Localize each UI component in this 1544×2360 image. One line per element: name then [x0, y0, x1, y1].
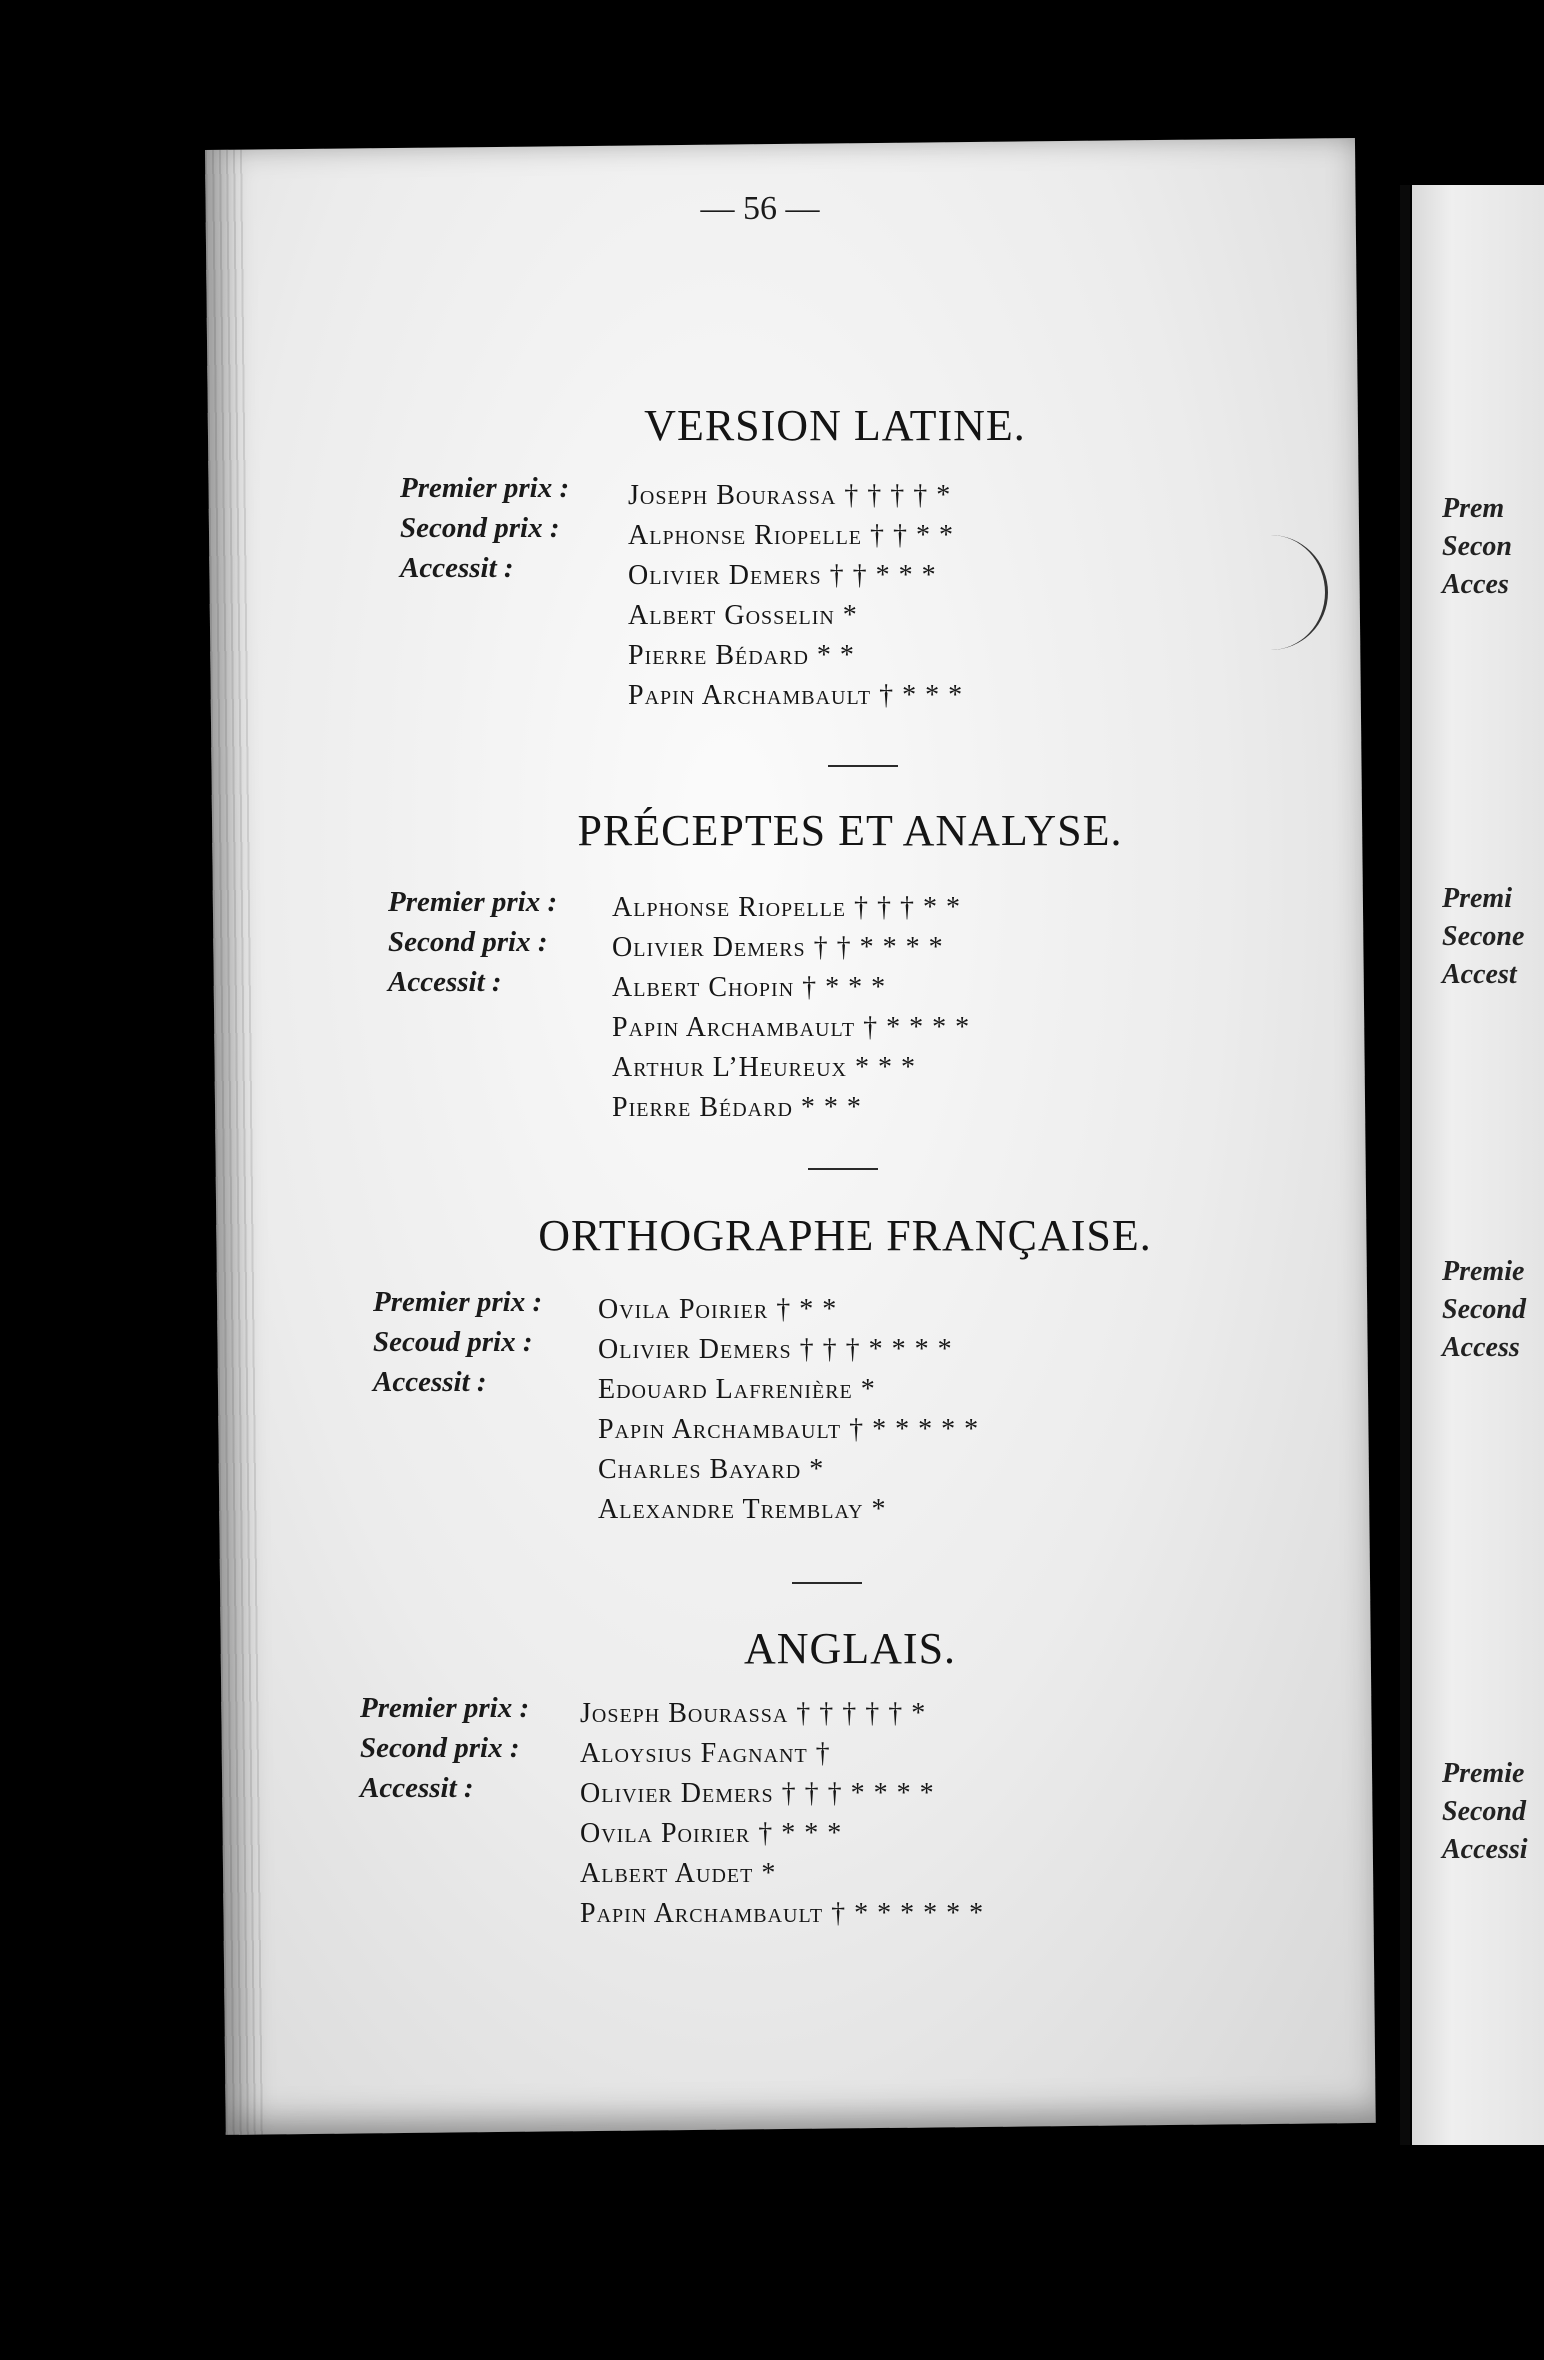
- prize-label: Second prix :: [360, 1732, 520, 1764]
- winner-name: Pierre Bédard * * *: [612, 1092, 862, 1123]
- prize-label: Second prix :: [388, 926, 548, 958]
- winner-name: Aloysius Fagnant †: [580, 1738, 831, 1769]
- winner-name: Papin Archambault † * * * * * *: [580, 1898, 985, 1929]
- prize-label: Second prix :: [400, 512, 560, 544]
- winner-list: [628, 476, 963, 716]
- winner-name: Joseph Bourassa † † † † † *: [580, 1698, 927, 1729]
- prize-label: Accessit :: [400, 552, 514, 584]
- section-title: PRÉCEPTES ET ANALYSE.: [577, 806, 1123, 855]
- winner-name: Olivier Demers † † † * * * *: [598, 1334, 953, 1365]
- winner-name: Olivier Demers † † * * * *: [612, 932, 944, 963]
- prize-label: Premier prix :: [373, 1286, 543, 1318]
- winner-name: Olivier Demers † † * * *: [628, 560, 937, 591]
- prize-label: Accessit :: [388, 966, 502, 998]
- winner-name: Joseph Bourassa † † † † *: [628, 480, 952, 511]
- winner-name: Alphonse Riopelle † † * *: [628, 520, 954, 551]
- winner-name: Edouard Lafrenière *: [598, 1374, 876, 1405]
- adjacent-labels: Prem Secon Acces: [1442, 493, 1512, 600]
- prize-label: Premier prix :: [360, 1692, 530, 1724]
- section-divider: [792, 1582, 862, 1584]
- section-title: VERSION LATINE.: [644, 401, 1026, 450]
- prize-label: Accessit :: [373, 1366, 487, 1398]
- winner-name: Albert Chopin † * * *: [612, 972, 887, 1003]
- winner-name: Papin Archambault † * * * *: [612, 1012, 971, 1043]
- page-number: — 56 —: [700, 190, 820, 227]
- prize-labels: [360, 1688, 529, 1808]
- section-divider: [828, 765, 898, 767]
- prize-label: Premier prix :: [388, 886, 558, 918]
- section-divider: [808, 1168, 878, 1170]
- winner-name: Papin Archambault † * * *: [628, 680, 964, 711]
- section-title: ORTHOGRAPHE FRANÇAISE.: [538, 1211, 1152, 1260]
- winner-list: [612, 888, 970, 1128]
- winner-list: [598, 1290, 979, 1530]
- winner-name: Ovila Poirier † * *: [598, 1294, 838, 1325]
- prize-labels: [388, 882, 557, 1002]
- winner-name: Alexandre Tremblay *: [598, 1494, 887, 1525]
- adjacent-labels: Premie Second Accessi: [1442, 1758, 1528, 1865]
- prize-label: Secoud prix :: [373, 1326, 533, 1358]
- winner-name: Olivier Demers † † † * * * *: [580, 1778, 935, 1809]
- winner-name: Charles Bayard *: [598, 1454, 825, 1485]
- section-title: ANGLAIS.: [743, 1624, 957, 1673]
- adjacent-page-fragment: [1412, 185, 1544, 2145]
- prize-label: Accessit :: [360, 1772, 474, 1804]
- winner-name: Arthur L’Heureux * * *: [612, 1052, 916, 1083]
- prize-label: Premier prix :: [400, 472, 570, 504]
- page-gutter: [1400, 185, 1410, 2145]
- winner-name: Albert Gosselin *: [628, 600, 858, 631]
- adjacent-labels: Premie Second Access: [1442, 1256, 1526, 1363]
- adjacent-labels: Premi Secone Accest: [1442, 883, 1525, 990]
- winner-name: Ovila Poirier † * * *: [580, 1818, 843, 1849]
- prize-labels: [373, 1282, 542, 1402]
- winner-list: [580, 1694, 984, 1934]
- prize-labels: [400, 468, 569, 588]
- winner-name: Pierre Bédard * *: [628, 640, 855, 671]
- winner-name: Albert Audet *: [580, 1858, 777, 1889]
- winner-name: Alphonse Riopelle † † † * *: [612, 892, 961, 923]
- winner-name: Papin Archambault † * * * * *: [598, 1414, 980, 1445]
